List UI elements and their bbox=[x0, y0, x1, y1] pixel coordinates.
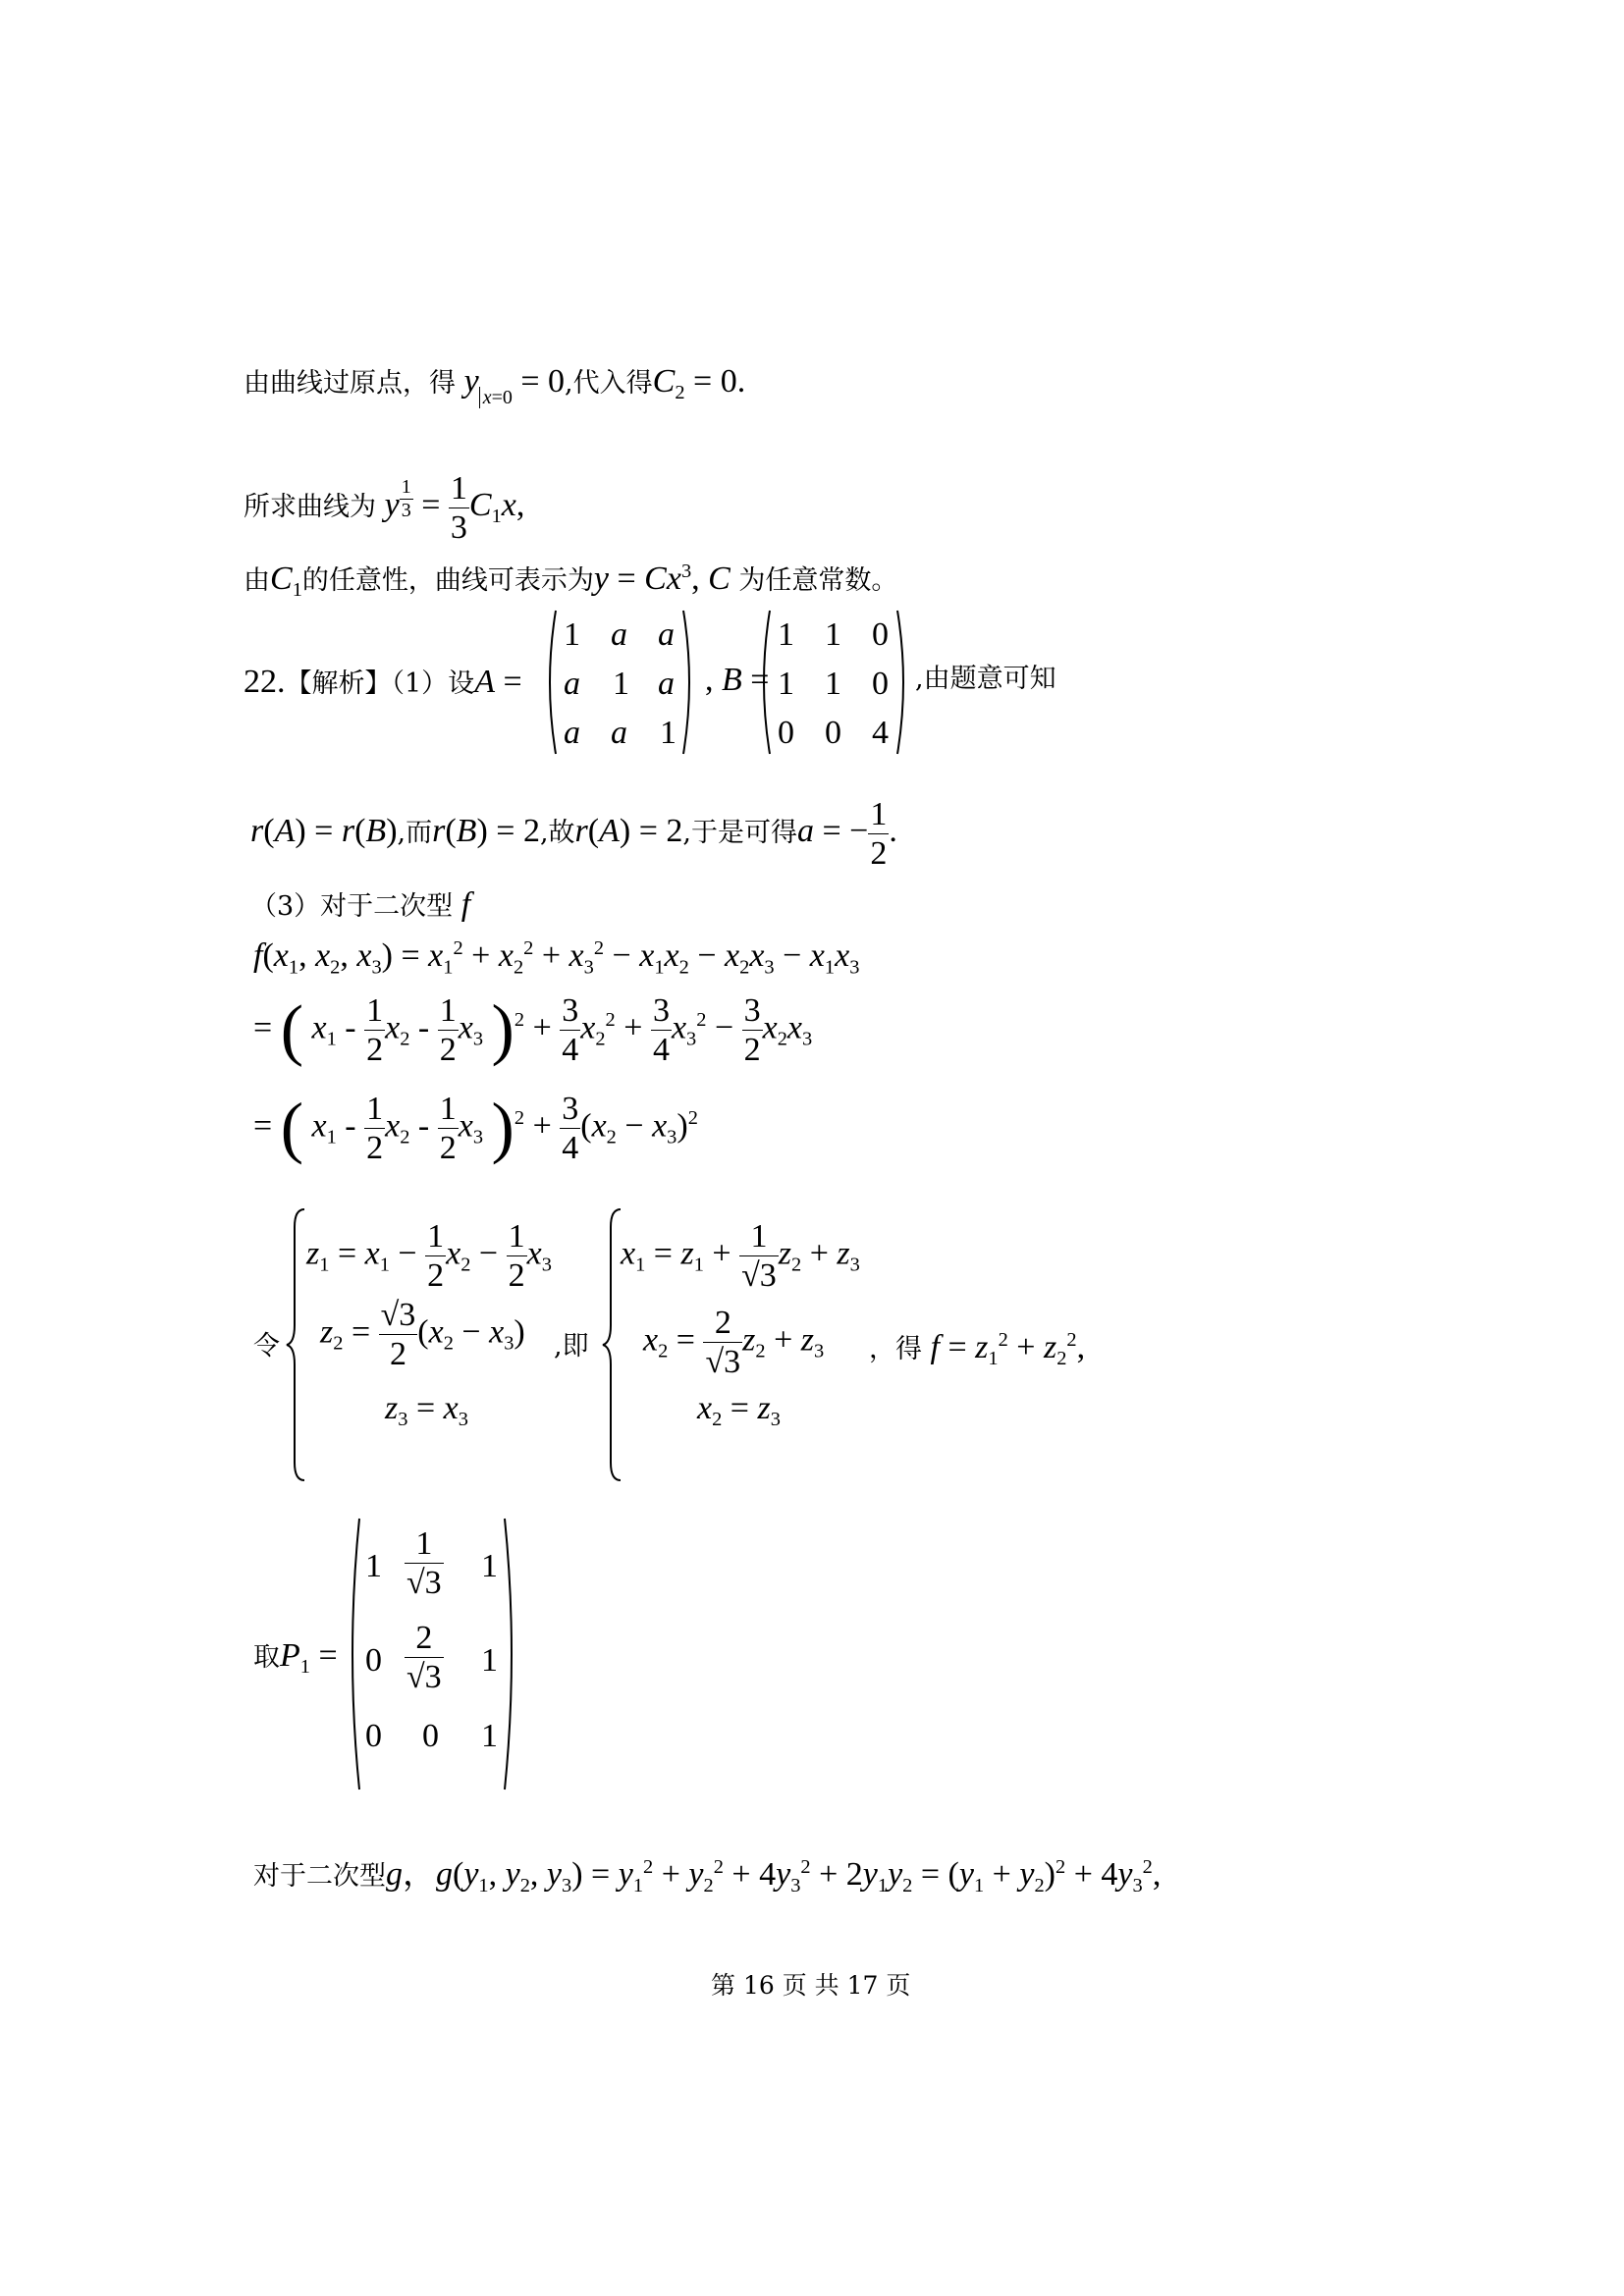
eq-z3: $z_3 = x_3$ bbox=[385, 1390, 468, 1431]
page-footer: 第 16 页 共 17 页 bbox=[711, 1971, 911, 2000]
line-rank: r(A) = r(B),而r(B) = 2,故r(A) = 2,于是可得a = − $\frac{1}{2}$ . bbox=[250, 796, 897, 873]
curve-text: 所求曲线为 bbox=[244, 492, 376, 523]
eq-x3: $x_2 = z_3$ bbox=[697, 1390, 781, 1431]
analysis-label: 【解析】 bbox=[285, 668, 392, 699]
matrix-b: 1 1 0 1 1 0 0 0 4 bbox=[756, 609, 913, 756]
formula-f-expansion: $f(x_1$, $x_2$, $x_3) = x_1^2 + x_2^2 + x_3^2 - x_1x_2 - x_2x_3 - x_1x_3$ bbox=[253, 937, 860, 979]
substitute-text: ,代入得 bbox=[565, 368, 653, 399]
line-curve-result: 所求曲线为 y $^{\frac{1}{3}}$ = $\frac{1}{3}$ $C_1x$, bbox=[244, 470, 525, 547]
line-part-3: （3）对于二次型 f bbox=[250, 886, 471, 923]
left-brace-1 bbox=[285, 1207, 308, 1482]
eq-z2: $z_2$ = $\frac{√3}{2}$ $(x_2 - x_3)$ bbox=[320, 1297, 525, 1373]
origin-text: 由曲线过原点，得 bbox=[244, 368, 456, 399]
line-arbitrary-constant: 由$C_1$的任意性，曲线可表示为$y = Cx^3$, C 为任意常数。 bbox=[244, 561, 898, 602]
matrix-a: 1 a a a 1 a a a 1 bbox=[542, 609, 699, 756]
eq-x1: $x_1 = z_1$ + $\frac{1}{√3}$ $z_2 + z_3$ bbox=[621, 1218, 860, 1295]
ie-label: ,即 bbox=[554, 1331, 589, 1362]
take-label: 取$P_1$ = bbox=[253, 1637, 338, 1679]
let-label: 令 bbox=[253, 1331, 280, 1362]
matrix-p1: 1 $\frac{1}{√3}$ 1 0 $\frac{2}{√3}$ 1 0 0 1 bbox=[344, 1517, 520, 1791]
eq-z1: $z_1 = x_1$ − $\frac{1}{2}$ $x_2$ − $\frac{1}{2}$ $x_3$ bbox=[306, 1218, 552, 1295]
result-f: ，得 $f = z_1^2 + z_2^2$, bbox=[869, 1329, 1086, 1370]
eq-x2: $x_2$ = $\frac{2}{√3}$ $z_2 + z_3$ bbox=[643, 1305, 825, 1381]
formula-square-2: = ( $x_1$ - $\frac{1}{2}$ $x_2$ - $\frac{1}{2}$ $x_3$ )$^2$ + $\frac{3}{4}$ $(x_2 - x_3)^2$ bbox=[253, 1090, 698, 1167]
formula-square-1: = ( $x_1$ - $\frac{1}{2}$ $x_2$ - $\frac{1}{2}$ $x_3$ )$^2$ + $\frac{3}{4}$ $x_2^2$ + $\frac{3}{4}$ $x_3^2$ − $\frac{3}{2}$ $x_2x_3$ bbox=[253, 991, 813, 1069]
line-origin-condition: 由曲线过原点，得 y $_{x=0}$ = 0,代入得$C_2 = 0$. bbox=[244, 363, 746, 408]
question-22-header: 22.【解析】（1）设A = bbox=[244, 664, 522, 700]
line-g-form: 对于二次型g，$g(y_1$, $y_2$, $y_3) = y_1^2 + y_2^2 + 4y_3^2 + 2y_1y_2 = (y_1 + y_2)^2 + 4y_3^2$, bbox=[253, 1856, 1162, 1897]
